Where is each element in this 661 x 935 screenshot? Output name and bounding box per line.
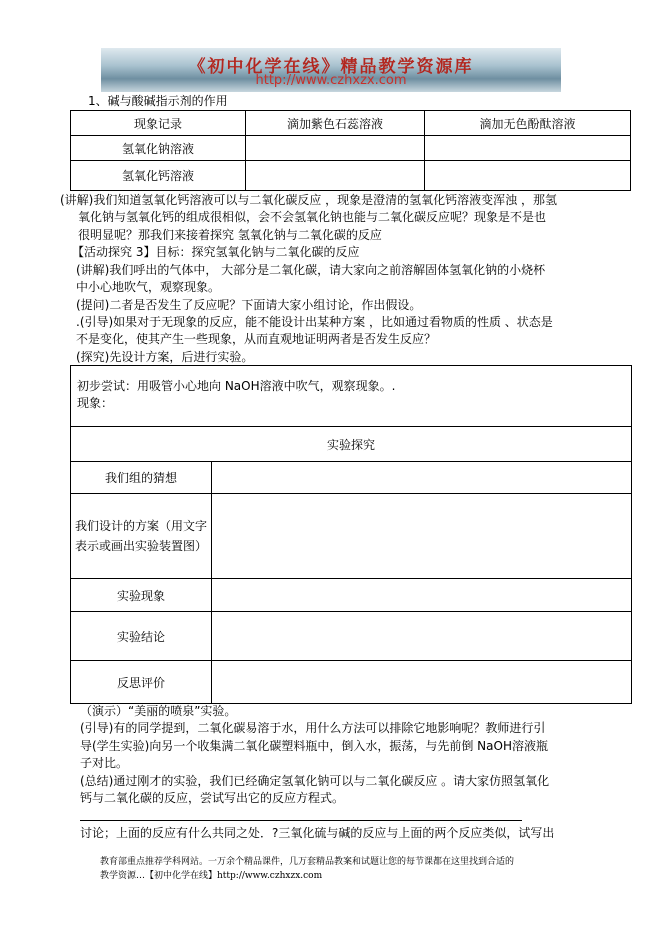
indicator-table [70,110,631,191]
text-line: 不是变化，使其产生一些现象，从而直观地证明两者是否发生反应？ [76,332,437,346]
experiment-table [70,426,632,704]
table-cell [425,161,631,191]
footer-line: 教育部重点推荐学科网站。一万余个精品课件，几万套精品教案和试题让您的每节课都在这里找到合适的 [100,857,515,867]
footer-text: 教学资源…【初中化学在线】 [100,871,218,881]
text-line: 钙与二氧化碳的反应，尝试写出它的反应方程式。 [80,791,345,805]
table-header: 滴加紫色石蕊溶液 [246,111,425,136]
observation-label: 现象： [77,396,114,410]
row-label: 氢氧化钠溶液 [71,136,246,161]
text-line: 导(学生实验)向另一个收集满二氧化碳塑料瓶中，倒入水，振荡，与先前倒 NaOH溶液瓶 [80,739,548,753]
text-line: 氧化钠与氢氧化钙的组成很相似，会不会氢氧化钠也能与二氧化碳反应呢？现象是不是也 [78,210,547,224]
row-label: 氢氧化钙溶液 [71,161,246,191]
row-label: 我们设计的方案（用文字表示或画出实验装置图） [71,494,212,579]
table-row [71,612,632,661]
table-header: 滴加无色酚酞溶液 [425,111,631,136]
section-title: 实验探究 [71,427,632,462]
row-label: 反思评价 [71,661,212,704]
text-line: 【活动探究 3】目标：探究氢氧化钠与二氧化碳的反应 [72,245,360,259]
row-label: 我们组的猜想 [71,462,212,494]
section-heading: 1、碱与酸碱指示剂的作用 [88,94,228,108]
trial-box [70,365,632,427]
trial-text: 初步尝试：用吸管小心地向 NaOH溶液中吹气，观察现象。. [77,379,396,393]
text-line: (总结)通过刚才的实验，我们已经确定氢氧化钠可以与二氧化碳反应 。请大家仿照氢氧化 [80,774,550,788]
table-row [71,136,631,161]
text-line: (讲解)我们知道氢氧化钙溶液可以与二氧化碳反应 ，现象是澄清的氢氧化钙溶液变浑浊 ，那氢 [60,193,557,207]
text-line: (讲解)我们呼出的气体中， 大部分是二氧化碳，请大家向之前溶解固体氢氧化钠的小烧杯 [76,263,546,277]
answer-cell[interactable] [212,494,632,579]
text-line: 中小心地吹气，观察现象。 [76,280,221,294]
row-label: 实验现象 [71,579,212,612]
table-row [71,161,631,191]
table-header: 现象记录 [71,111,246,136]
text-line: (引导)有的同学提到，二氧化碳易溶于水，用什么方法可以排除它地影响呢？教师进行引 [80,721,546,735]
table-cell [246,136,425,161]
divider [80,820,522,821]
table-row [71,462,632,494]
text-line: （演示）“美丽的喷泉”实验。 [80,704,237,718]
discussion-text: 讨论；上面的反应有什么共同之处．?三氧化硫与碱的反应与上面的两个反应类似，试写出 [80,826,555,840]
footer-url[interactable]: http://www.czhxzx.com [217,871,323,881]
banner-title: 《初中化学在线》精品教学资源库 [188,57,474,77]
table-cell [246,161,425,191]
table-row [71,494,632,579]
answer-cell[interactable] [212,579,632,612]
answer-cell[interactable] [212,612,632,661]
text-line: (提问)二者是否发生了反应呢？下面请大家小组讨论，作出假设。 [76,298,422,312]
footer-line-2 [100,869,322,883]
answer-cell[interactable] [212,462,632,494]
table-row [71,661,632,704]
table-cell [425,136,631,161]
table-row [71,579,632,612]
text-line: 子对比。 [80,756,129,770]
answer-cell[interactable] [212,661,632,704]
banner-url: http://www.czhxzx.com [255,73,407,88]
header-banner [101,48,561,92]
row-label: 实验结论 [71,612,212,661]
text-line: 很明显呢？那我们来接着探究 氢氧化钠与二氧化碳的反应 [78,228,382,242]
text-line: (探究)先设计方案，后进行实验。 [76,350,254,364]
text-line: .(引导)如果对于无现象的反应，能不能设计出某种方案 ，比如通过看物质的性质 、状态是 [76,315,553,329]
